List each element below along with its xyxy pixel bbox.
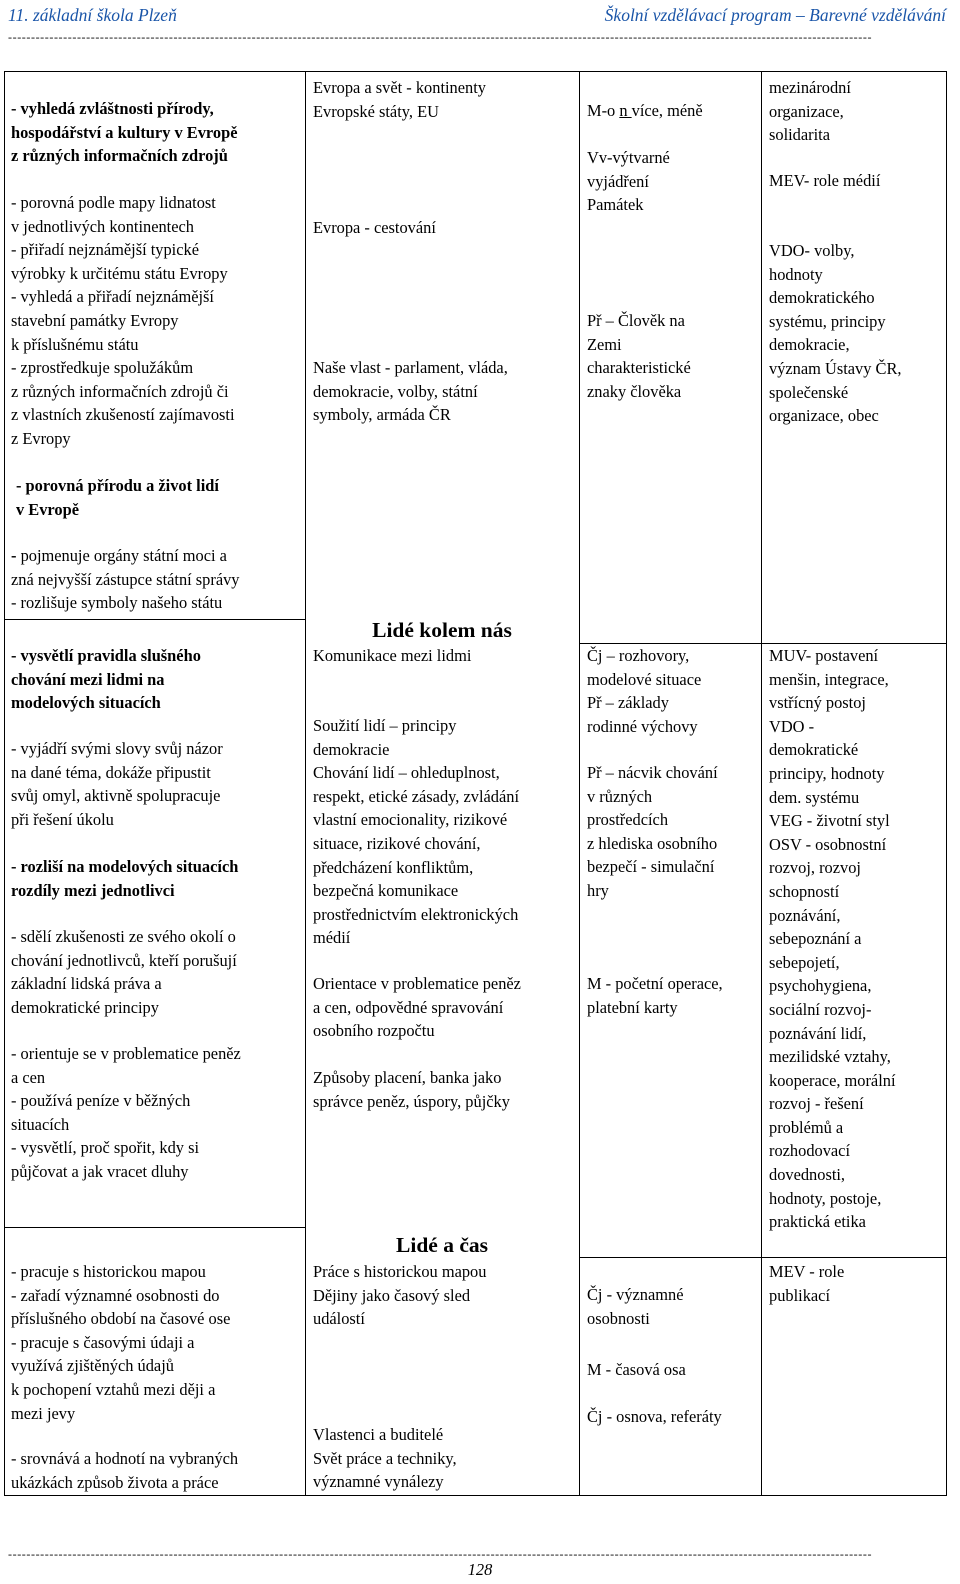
table-border-right: [946, 71, 947, 1496]
table-divider-col3: [761, 71, 762, 1496]
crosslink-czech-conversations: Čj – rozhovory, modelové situace Př – základy rodinné výchovy: [587, 646, 702, 736]
content-coexistence: Soužití lidí – principy demokracie Chování lidí – ohleduplnost, respekt, etické zásady, zvládání vlastní emocionality, rizikové situace, rizikové chování, předcházení konfliktům, bezpečná komunikace prostřednictvím elektronických médií: [313, 716, 519, 948]
crosslink-behavior-practice: Př – nácvik chování v různých prostředcích z hlediska osobního bezpečí - simulační hry: [587, 763, 718, 900]
table-border-bottom: [4, 1495, 946, 1496]
section-title-time: Lidé a čas: [396, 1233, 488, 1257]
table-border-left: [4, 71, 5, 1496]
header-school-name: 11. základní škola Plzeň: [8, 5, 177, 25]
crosslink-science: Př – Člověk na Zemi charakteristické znaky člověka: [587, 311, 691, 401]
outcome-money: - orientuje se v problematice peněz a cen - používá peníze v běžných situacích - vysvětlí, proč spořit, kdy si půjčovat a jak vracet dluhy: [11, 1044, 241, 1181]
table-divider-col1: [305, 71, 306, 1496]
crosslink-math-underlined: n: [619, 101, 632, 120]
theme-publications: MEV - role publikací: [769, 1262, 845, 1305]
outcome-opinion: - vyjádří svými slovy svůj názor na dané téma, dokáže připustit svůj omyl, aktivně spolupracuje při řešení úkolu: [11, 739, 223, 829]
row-divider-time-right: [579, 1257, 946, 1258]
theme-democracy: VDO- volby, hodnoty demokratického systému, principy demokracie, význam Ústavy ČR, společenské organizace, obec: [769, 241, 902, 426]
outcome-historical-map: - pracuje s historickou mapou - zařadí významné osobnosti do příslušného období na časové ose - pracuje s časovými údaji a využívá zjištěných údajů k pochopení vztahů mezi ději a mezi jevy: [11, 1262, 231, 1423]
page-number: 128: [467, 1560, 493, 1579]
crosslink-math-timeline: M - časová osa: [587, 1360, 686, 1379]
table-border-top: [4, 71, 946, 72]
crosslink-math-comparison: [587, 99, 759, 123]
content-travel: Evropa - cestování: [313, 218, 436, 237]
bold-dash: -: [11, 546, 17, 565]
crosslink-czech-reports: Čj - osnova, referáty: [587, 1407, 722, 1426]
outcome-manners: - vysvětlí pravidla slušného chování mezi lidmi na modelových situacích: [11, 646, 201, 713]
row-divider-people-left: [4, 619, 305, 620]
crosslink-math-operations: M - početní operace, platební karty: [587, 974, 723, 1017]
content-patriots: Vlastenci a buditelé Svět práce a techniky, významné vynálezy: [313, 1425, 457, 1492]
crosslink-math-prefix: M-o: [587, 101, 620, 120]
header-divider: --------------------------------------------------------------------------------------------------------------------------------------------------------------------------------------------: [8, 32, 873, 42]
outcome-ways-of-life: - srovnává a hodnotí na vybraných ukázkách způsob života a práce: [11, 1449, 239, 1492]
header-program-name: Školní vzdělávací program – Barevné vzdělávání: [604, 5, 946, 25]
theme-media: MEV- role médií: [769, 171, 881, 190]
table-divider-col2: [579, 71, 580, 1496]
outcome-europe-comparison: - porovná podle mapy lidnatost v jednotlivých kontinentech - přiřadí nejznámější typické výrobky k určitému státu Evropy - vyhledá a přiřadí nejznámější stavební památky Evropy k příslušnému státu - zprostředkuje spolužákům z různých informačních zdrojů či z vlastních zkušeností zajímavosti z Evropy: [11, 193, 235, 448]
outcome-europe-sources: - vyhledá zvláštnosti přírody, hospodářství a kultury v Evropě z různých informačních zdrojů: [11, 99, 238, 166]
crosslink-czech-personalities: Čj - významné osobnosti: [587, 1285, 684, 1328]
theme-personal-development: MUV- postavení menšin, integrace, vstřícný postoj VDO - demokratické principy, hodnoty dem. systému VEG - životní styl OSV - osobnostní rozvoj, rozvoj schopností poznávání, sebepoznání a sebepojetí, psychohygiena, sociální rozvoj- poznávání lidí, mezilidské vztahy, kooperace, morální rozvoj - řešení problémů a rozhodovací dovednosti, hodnoty, postoje, praktická etika: [769, 646, 896, 1232]
content-payment: Způsoby placení, banka jako správce peněz, úspory, půjčky: [313, 1068, 510, 1111]
outcome-differences: - rozliší na modelových situacích rozdíly mezi jednotlivci: [11, 857, 239, 900]
footer-divider: --------------------------------------------------------------------------------------------------------------------------------------------------------------------------------------------: [8, 1549, 873, 1559]
content-communication: Komunikace mezi lidmi: [313, 646, 472, 665]
content-money: Orientace v problematice peněz a cen, odpovědné spravování osobního rozpočtu: [313, 974, 521, 1041]
content-continents: Evropa a svět - kontinenty Evropské státy, EU: [313, 78, 486, 121]
theme-international: mezinárodní organizace, solidarita: [769, 78, 851, 145]
crosslink-art: Vv-výtvarné vyjádření Památek: [587, 148, 670, 215]
content-homeland: Naše vlast - parlament, vláda, demokracie, volby, státní symboly, armáda ČR: [313, 358, 508, 425]
section-title-people: Lidé kolem nás: [372, 618, 512, 642]
crosslink-math-suffix: více, méně: [631, 101, 703, 120]
outcome-human-rights: - sdělí zkušenosti ze svého okolí o chování jednotlivců, kteří porušují základní lidská práva a demokratické principy: [11, 927, 237, 1017]
outcome-europe-nature-life: - porovná přírodu a život lidí v Evropě: [16, 476, 219, 519]
outcome-state-power: - pojmenuje orgány státní moci a zná nejvyšší zástupce státní správy - rozlišuje symboly našeho státu: [11, 546, 240, 613]
row-divider-time-left: [4, 1227, 305, 1228]
content-history: Práce s historickou mapou Dějiny jako časový sled událostí: [313, 1262, 487, 1329]
